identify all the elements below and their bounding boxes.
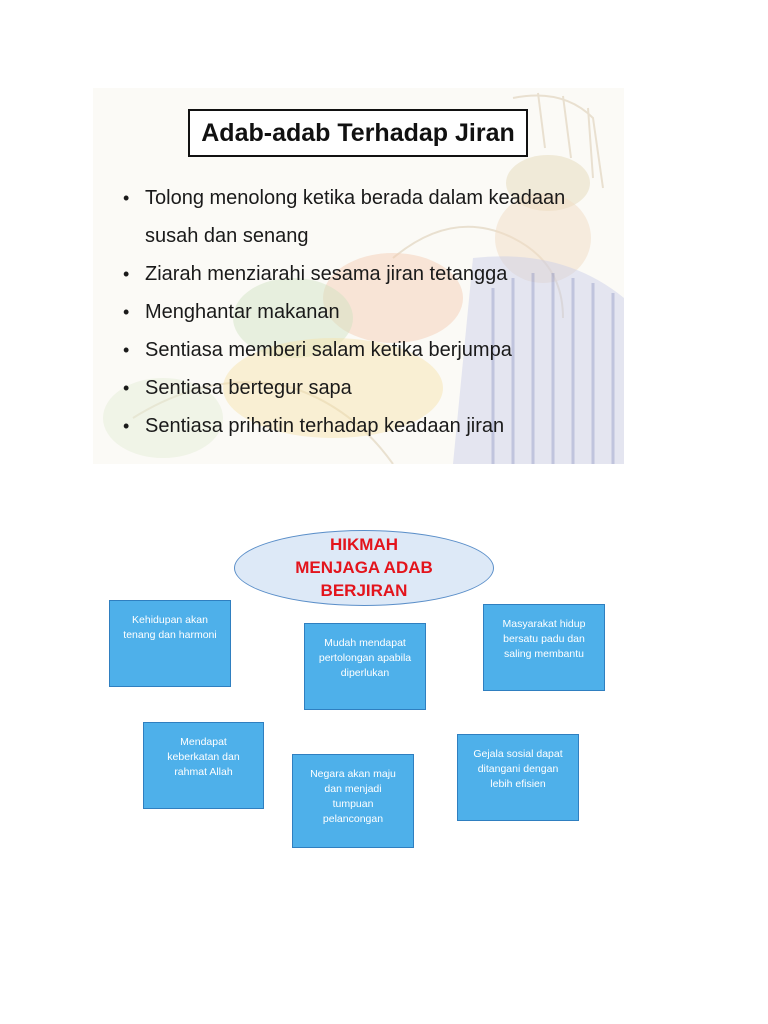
box-line: Mendapat: [180, 736, 227, 748]
box-line: pertolongan apabila: [318, 652, 412, 664]
benefit-box: [292, 754, 414, 848]
list-item: [123, 255, 618, 293]
box-line: Kehidupan akan: [132, 614, 208, 626]
box-line: diperlukan: [340, 667, 390, 679]
bullet-text: Menghantar makanan: [145, 301, 340, 323]
box-line: Mudah mendapat: [324, 637, 406, 649]
center-title-line: HIKMAH: [330, 535, 398, 554]
bullet-dot: •: [123, 378, 130, 398]
box-line: saling membantu: [504, 648, 584, 660]
bullet-text: Tolong menolong ketika berada dalam keadaan susah dan senang: [145, 187, 566, 247]
benefit-box: [304, 623, 426, 710]
list-item: [123, 331, 618, 369]
box-line: lebih efisien: [490, 778, 546, 790]
bullet-dot: •: [123, 302, 130, 322]
bullet-text: Ziarah menziarahi sesama jiran tetangga: [145, 263, 508, 285]
box-line: keberkatan dan: [167, 751, 240, 763]
box-line: bersatu padu dan: [503, 633, 585, 645]
bullet-text: Sentiasa memberi salam ketika berjumpa: [145, 339, 512, 361]
list-item: [123, 179, 618, 255]
box-line: Gejala sosial dapat: [473, 748, 563, 760]
bullet-text: Sentiasa prihatin terhadap keadaan jiran: [145, 415, 505, 437]
box-line: Negara akan maju: [310, 768, 396, 780]
list-item: [123, 293, 618, 331]
slide-panel: [93, 88, 624, 464]
box-line: rahmat Allah: [174, 766, 233, 778]
bullet-dot: •: [123, 264, 130, 284]
box-line: tumpuan: [332, 798, 374, 810]
benefit-box: [483, 604, 605, 691]
box-line: dan menjadi: [324, 783, 382, 795]
box-line: Masyarakat hidup: [502, 618, 586, 630]
slide-title: Adab-adab Terhadap Jiran: [188, 109, 528, 157]
benefit-box: [143, 722, 264, 809]
benefit-box: [109, 600, 231, 687]
bullet-dot: •: [123, 416, 130, 436]
bullet-dot: •: [123, 188, 130, 208]
center-title-line: BERJIRAN: [320, 581, 408, 600]
center-title-line: MENJAGA ADAB: [295, 558, 433, 577]
box-line: ditangani dengan: [477, 763, 559, 775]
benefit-box: [457, 734, 579, 821]
box-line: pelancongan: [322, 813, 384, 825]
bullet-text: Sentiasa bertegur sapa: [145, 377, 352, 399]
list-item: [123, 407, 618, 445]
list-item: [123, 369, 618, 407]
bullet-list: [123, 179, 618, 445]
box-line: tenang dan harmoni: [123, 629, 217, 641]
center-title: [234, 533, 494, 602]
bullet-dot: •: [123, 340, 130, 360]
